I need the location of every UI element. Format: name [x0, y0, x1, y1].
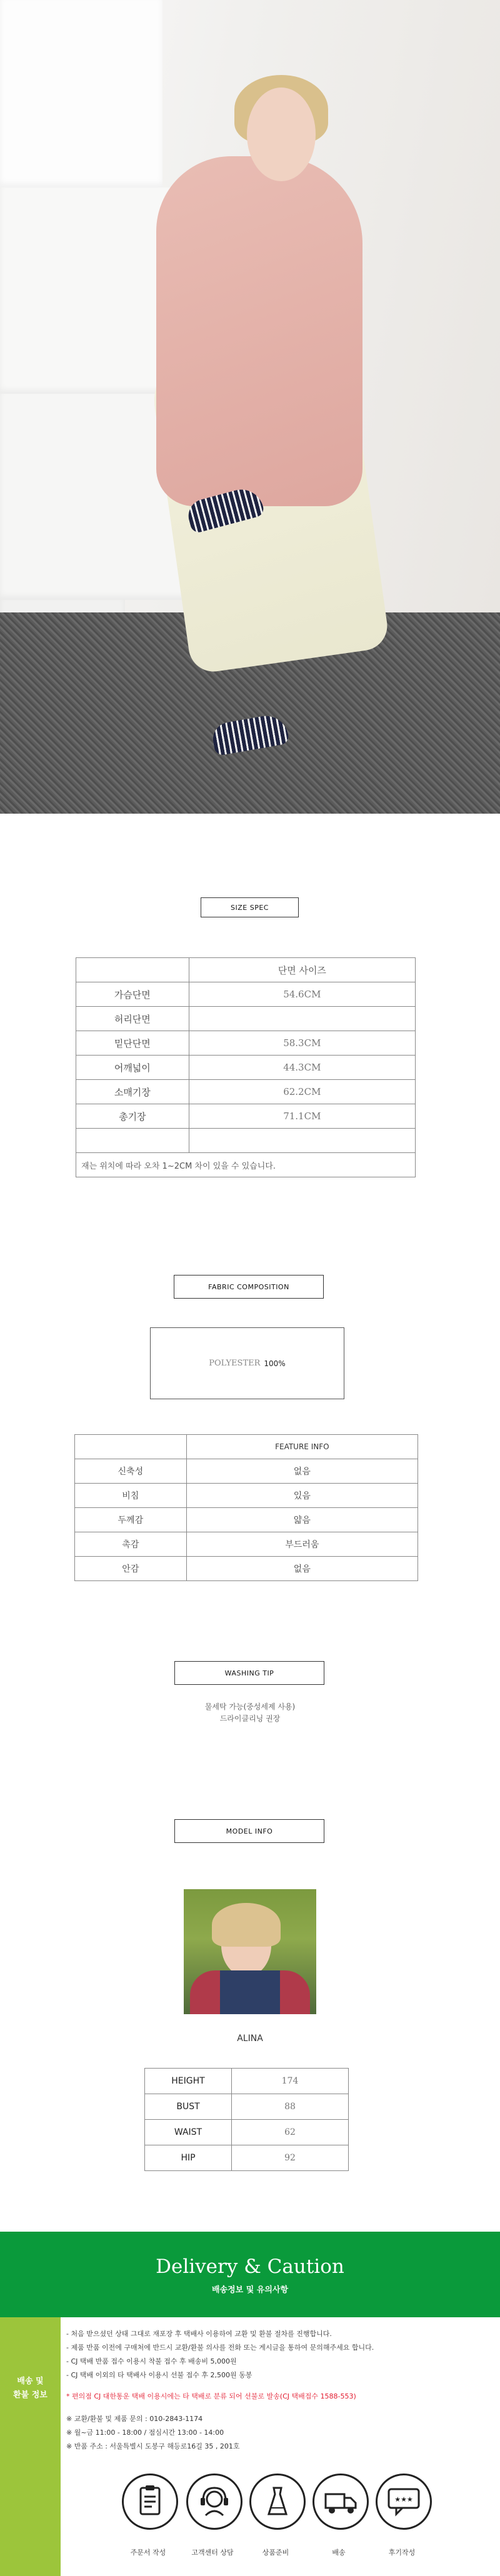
model-info-table	[144, 2068, 349, 2171]
spec-value: 54.6CM	[189, 982, 415, 1007]
washing-tip-label: WASHING TIP	[174, 1661, 324, 1685]
spec-key: 허리단면	[76, 1007, 189, 1031]
hero-product-photo	[0, 0, 500, 814]
washing-line: 드라이클리닝 권장	[219, 1714, 281, 1723]
customer-center-icon	[186, 2474, 242, 2530]
product-prep-icon	[249, 2474, 306, 2530]
feature-key: 두께감	[75, 1508, 187, 1532]
model-photo	[184, 1889, 316, 2014]
spec-value: 62.2CM	[189, 1080, 415, 1104]
spec-key: 가슴단면	[76, 982, 189, 1007]
spec-value: 58.3CM	[189, 1031, 415, 1056]
fabric-material: POLYESTER	[209, 1359, 261, 1368]
size-spec-label: SIZE SPEC	[201, 897, 299, 917]
model-key: HIP	[145, 2145, 232, 2171]
size-spec-header: 단면 사이즈	[189, 958, 415, 982]
footer-notes	[66, 2327, 498, 2454]
footer-title: Delivery & Caution	[156, 2255, 344, 2278]
spec-key: 어깨넓이	[76, 1056, 189, 1080]
feature-key: 촉감	[75, 1532, 187, 1557]
model-value: 88	[232, 2094, 349, 2120]
side-label: 환불 정보	[13, 2390, 48, 2400]
washing-tip-text	[125, 1701, 375, 1725]
step-label: 상품준비	[262, 2549, 289, 2557]
order-form-icon	[122, 2474, 178, 2530]
model-value: 92	[232, 2145, 349, 2171]
feature-key: 비침	[75, 1484, 187, 1508]
feature-value: 없음	[186, 1557, 418, 1581]
footer-side-panel	[0, 2317, 61, 2576]
size-spec-table	[76, 957, 416, 1177]
step-label: 후기작성	[388, 2549, 416, 2557]
footer-note: - CJ 택배 반품 접수 이용시 착불 접수 후 배송비 5,000원	[66, 2357, 237, 2365]
washing-line: 물세탁 가능(중성세제 사용)	[204, 1702, 296, 1711]
fabric-percent: 100%	[264, 1359, 286, 1368]
spec-key: 밑단단면	[76, 1031, 189, 1056]
table-cell	[189, 1129, 415, 1153]
table-cell	[76, 958, 189, 982]
step-label: 주문서 작성	[130, 2549, 166, 2557]
model-value: 62	[232, 2120, 349, 2145]
footer-note: - 제품 반품 이전에 구매처에 반드시 교환/환불 의사를 전화 또는 게시글을 통하여 문의해주세요 합니다.	[66, 2344, 374, 2352]
side-label: 배송 및	[17, 2377, 44, 2386]
feature-value: 없음	[186, 1459, 418, 1484]
footer-contact: ※ 월~금 11:00 - 18:00 / 점심시간 13:00 - 14:00	[66, 2429, 224, 2437]
spec-value: 44.3CM	[189, 1056, 415, 1080]
spec-key: 소매기장	[76, 1080, 189, 1104]
feature-key: 신축성	[75, 1459, 187, 1484]
feature-value: 있음	[186, 1484, 418, 1508]
feature-info-table	[74, 1434, 418, 1581]
model-name: ALINA	[237, 2034, 263, 2044]
delivery-caution-header	[0, 2232, 500, 2317]
footer-contact: ※ 반품 주소 : 서울특별시 도봉구 해등로16길 35 , 201호	[66, 2442, 240, 2450]
footer-contact: ※ 교환/환불 및 제품 문의 : 010-2843-1174	[66, 2415, 203, 2423]
step-label: 배송	[332, 2549, 346, 2557]
delivery-truck-icon	[312, 2474, 369, 2530]
feature-info-header: FEATURE INFO	[186, 1435, 418, 1459]
footer-note: - 처음 받으셨던 상태 그대로 재포장 후 택배사 이용하여 교환 및 환불 절차를 진행합니다.	[66, 2330, 332, 2338]
footer-note: - CJ 택배 이외의 타 택배사 이용시 선불 접수 후 2,500원 동봉	[66, 2371, 252, 2379]
size-spec-note: 재는 위치에 따라 오차 1~2CM 차이 있을 수 있습니다.	[76, 1153, 416, 1177]
model-key: BUST	[145, 2094, 232, 2120]
review-icon	[376, 2474, 432, 2530]
fabric-composition-box	[150, 1327, 344, 1399]
table-cell	[75, 1435, 187, 1459]
feature-key: 안감	[75, 1557, 187, 1581]
spec-key: 총기장	[76, 1104, 189, 1129]
spec-value: 71.1CM	[189, 1104, 415, 1129]
model-key: HEIGHT	[145, 2069, 232, 2094]
feature-value: 얇음	[186, 1508, 418, 1532]
table-cell	[76, 1129, 189, 1153]
model-info-label: MODEL INFO	[174, 1819, 324, 1843]
spec-value	[189, 1007, 415, 1031]
step-label: 고객센터 상담	[191, 2549, 234, 2557]
fabric-composition-label: FABRIC COMPOSITION	[174, 1275, 324, 1299]
model-key: WAIST	[145, 2120, 232, 2145]
feature-value: 부드러움	[186, 1532, 418, 1557]
model-value: 174	[232, 2069, 349, 2094]
svg-text:★★★: ★★★	[394, 2495, 413, 2504]
footer-warning: * 편의점 CJ 대한통운 택배 이용시에는 타 택배로 분류 되어 선불로 발송(CJ 택배접수 1588-553)	[66, 2392, 356, 2400]
footer-subtitle: 배송정보 및 유의사항	[211, 2285, 289, 2295]
